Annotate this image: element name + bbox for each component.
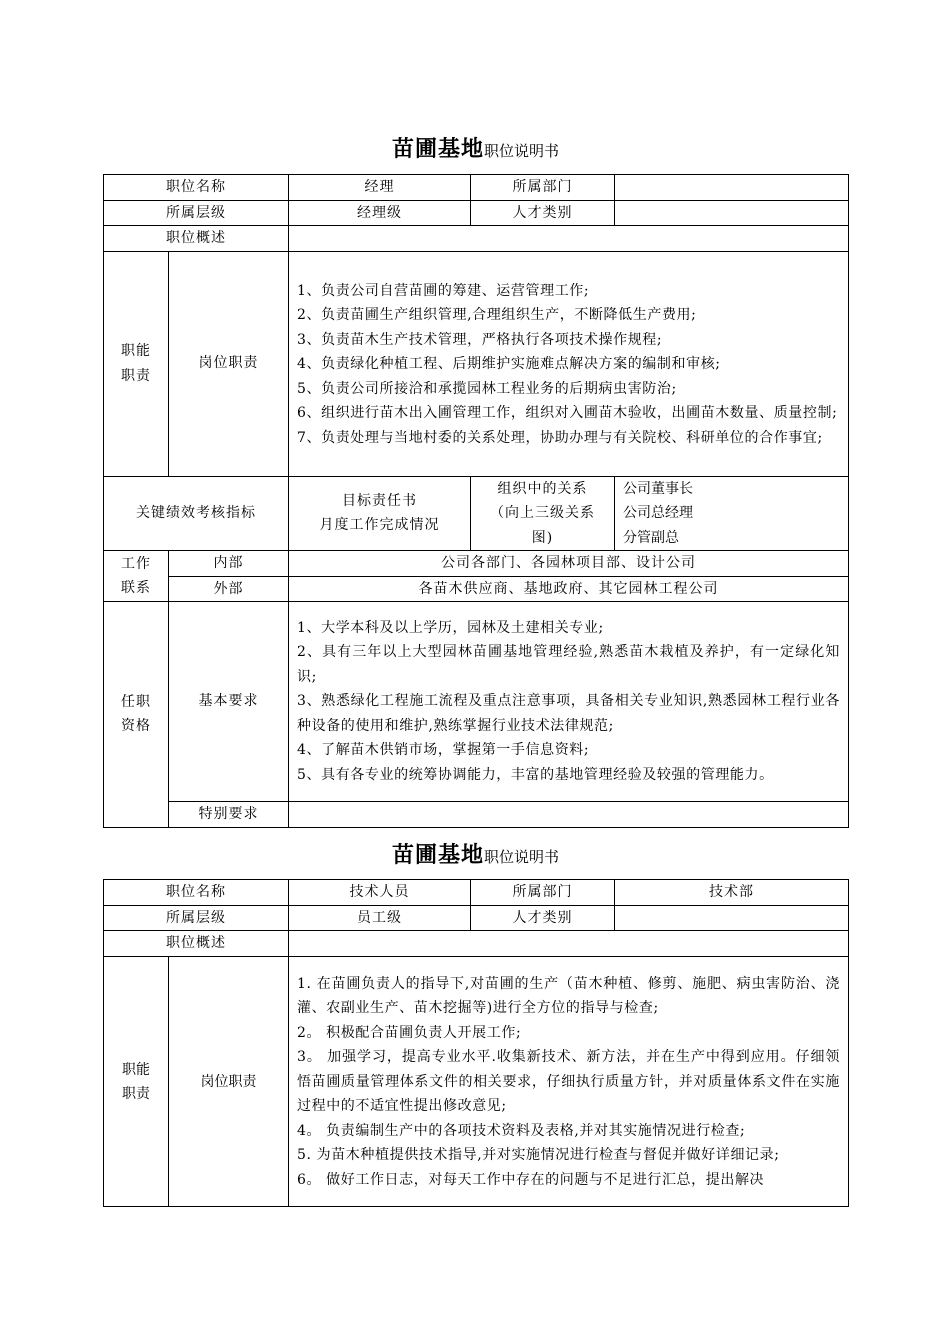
doc1-basic	[289, 602, 849, 802]
doc1-duty-outer-2: 职责	[121, 367, 151, 384]
doc2-row-summary	[104, 931, 849, 957]
doc1-qual-label	[104, 602, 169, 828]
doc2-duty-item: 2。 积极配合苗圃负责人开展工作;	[297, 1024, 522, 1041]
doc1-duty-item: 3、负责苗木生产技术管理，严格执行各项技术操作规程;	[297, 331, 663, 348]
doc1-org-value-1: 公司董事长	[623, 480, 693, 497]
doc1-dept-value	[615, 175, 849, 201]
doc1-level-label: 所属层级	[104, 200, 289, 226]
doc2-title	[103, 838, 848, 869]
doc1-row-level	[104, 200, 849, 226]
doc1-basic-label: 基本要求	[169, 602, 289, 802]
doc1-row-kpi	[104, 476, 849, 551]
doc1-summary-value	[289, 226, 849, 252]
doc2-row-name	[104, 880, 849, 906]
doc1-internal-value: 公司各部门、各园林项目部、设计公司	[289, 551, 849, 577]
doc2-duty-outer-2: 职责	[122, 1086, 150, 1102]
doc1-kpi-1: 目标责任书	[342, 492, 417, 509]
doc1-basic-item: 2、具有三年以上大型园林苗圃基地管理经验,熟悉苗木栽植及养护，有一定绿化知识;	[297, 644, 840, 685]
doc1-contact-label	[104, 551, 169, 602]
doc2-level-label: 所属层级	[104, 905, 289, 931]
doc1-title-main: 苗圃基地	[391, 136, 484, 162]
doc2-talent-label: 人才类别	[471, 905, 615, 931]
doc1-duty-item: 4、负责绿化种植工程、后期维护实施难点解决方案的编制和审核;	[297, 356, 721, 373]
doc1-level-value: 经理级	[289, 200, 471, 226]
doc2-duty-inner-label: 岗位职责	[169, 956, 289, 1206]
doc1-pos-name-label: 职位名称	[104, 175, 289, 201]
doc1-duty-outer-label	[104, 251, 169, 476]
doc1-table	[103, 174, 849, 828]
doc1-talent-value	[615, 200, 849, 226]
doc1-duty-item: 5、负责公司所接洽和承揽园林工程业务的后期病虫害防治;	[297, 380, 677, 397]
doc1-row-summary	[104, 226, 849, 252]
doc2-row-level	[104, 905, 849, 931]
doc2-title-sub: 职位说明书	[484, 848, 560, 866]
doc2-table	[103, 879, 849, 1207]
doc2-summary-value	[289, 931, 849, 957]
doc1-special-label: 特别要求	[169, 802, 289, 828]
doc2-duty-item: 5. 为苗木种植提供技术指导,并对实施情况进行检查与督促并做好详细记录;	[297, 1147, 780, 1164]
doc2-level-value: 员工级	[289, 905, 471, 931]
doc1-org-value-3: 分管副总	[623, 529, 679, 546]
doc1-org-2: （向上三级关系	[490, 505, 595, 521]
doc1-row-internal	[104, 551, 849, 577]
doc1-basic-item: 4、了解苗木供销市场，掌握第一手信息资料;	[297, 742, 590, 759]
doc1-duty-item: 7、负责处理与当地村委的关系处理，协助办理与有关院校、科研单位的合作事宜;	[297, 429, 823, 446]
doc1-org-1: 组织中的关系	[497, 480, 588, 497]
doc1-qual-1: 任职	[121, 693, 151, 710]
doc1-org-3: 图)	[531, 529, 554, 546]
doc2-duty-outer-1: 职能	[122, 1061, 150, 1078]
doc1-row-basic	[104, 602, 849, 802]
doc1-org-value-2: 公司总经理	[623, 505, 693, 521]
doc1-title	[103, 132, 848, 163]
doc1-external-value: 各苗木供应商、基地政府、其它园林工程公司	[289, 576, 849, 602]
doc1-duty-item: 6、组织进行苗木出入圃管理工作，组织对入圃苗木验收，出圃苗木数量、质量控制;	[297, 405, 838, 422]
doc1-row-duties	[104, 251, 849, 476]
doc1-title-sub: 职位说明书	[484, 142, 560, 160]
doc1-duty-outer-1: 职能	[121, 343, 151, 359]
doc2-pos-name-label: 职位名称	[104, 880, 289, 906]
doc2-duty-outer-label	[104, 956, 169, 1206]
doc1-kpi-label: 关键绩效考核指标	[104, 476, 289, 551]
doc1-qual-2: 资格	[121, 718, 151, 735]
doc1-duty-item: 2、负责苗圃生产组织管理,合理组织生产，不断降低生产费用;	[297, 307, 697, 324]
doc1-kpi-2: 月度工作完成情况	[319, 517, 440, 534]
doc2-pos-name-value: 技术人员	[289, 880, 471, 906]
doc1-kpi-values	[289, 476, 471, 551]
doc1-internal-label: 内部	[169, 551, 289, 577]
doc1-basic-item: 3、熟悉绿化工程施工流程及重点注意事项，具备相关专业知识,熟悉园林工程行业各种设备的使用和维护,熟练掌握行业技术法律规范;	[297, 693, 840, 734]
doc2-title-main: 苗圃基地	[391, 842, 484, 868]
doc1-external-label: 外部	[169, 576, 289, 602]
doc1-dept-label: 所属部门	[471, 175, 615, 201]
doc1-basic-item: 5、具有各专业的统筹协调能力，丰富的基地管理经验及较强的管理能力。	[297, 766, 774, 783]
doc2-duties	[289, 956, 849, 1206]
doc1-pos-name-value: 经理	[289, 175, 471, 201]
doc2-talent-value	[615, 905, 849, 931]
doc1-talent-label: 人才类别	[471, 200, 615, 226]
doc2-duty-item: 1. 在苗圃负责人的指导下,对苗圃的生产（苗木种植、修剪、施肥、病虫害防治、浇灌、农副业生产、苗木挖掘等)进行全方位的指导与检查;	[297, 975, 840, 1017]
doc2-row-duties	[104, 956, 849, 1206]
doc1-contact-2: 联系	[121, 580, 151, 596]
doc2-duty-item: 6。 做好工作日志，对每天工作中存在的问题与不足进行汇总，提出解决	[297, 1171, 765, 1188]
doc1-duty-inner-label: 岗位职责	[169, 251, 289, 476]
doc1-row-special	[104, 802, 849, 828]
doc2-dept-label: 所属部门	[471, 880, 615, 906]
doc1-org-label	[471, 476, 615, 551]
doc1-row-external	[104, 576, 849, 602]
doc1-duties	[289, 251, 849, 476]
doc1-row-name	[104, 175, 849, 201]
doc2-summary-label: 职位概述	[104, 931, 289, 957]
doc1-duty-item: 1、负责公司自营苗圃的筹建、运营管理工作;	[297, 282, 590, 299]
doc1-special-value	[289, 802, 849, 828]
doc1-contact-1: 工作	[121, 555, 151, 572]
doc1-basic-item: 1、大学本科及以上学历，园林及土建相关专业;	[297, 619, 604, 636]
doc2-duty-item: 4。 负责编制生产中的各项技术资料及表格,并对其实施情况进行检查;	[297, 1122, 746, 1139]
doc2-duty-item: 3。 加强学习，提高专业水平.收集新技术、新方法，并在生产中得到应用。仔细领悟苗圃质量管理体系文件的相关要求，仔细执行质量方针，并对质量体系文件在实施过程中的不适宜性提出修改意见;	[297, 1049, 840, 1115]
doc1-org-values	[615, 476, 849, 551]
doc1-summary-label: 职位概述	[104, 226, 289, 252]
doc2-dept-value: 技术部	[615, 880, 849, 906]
